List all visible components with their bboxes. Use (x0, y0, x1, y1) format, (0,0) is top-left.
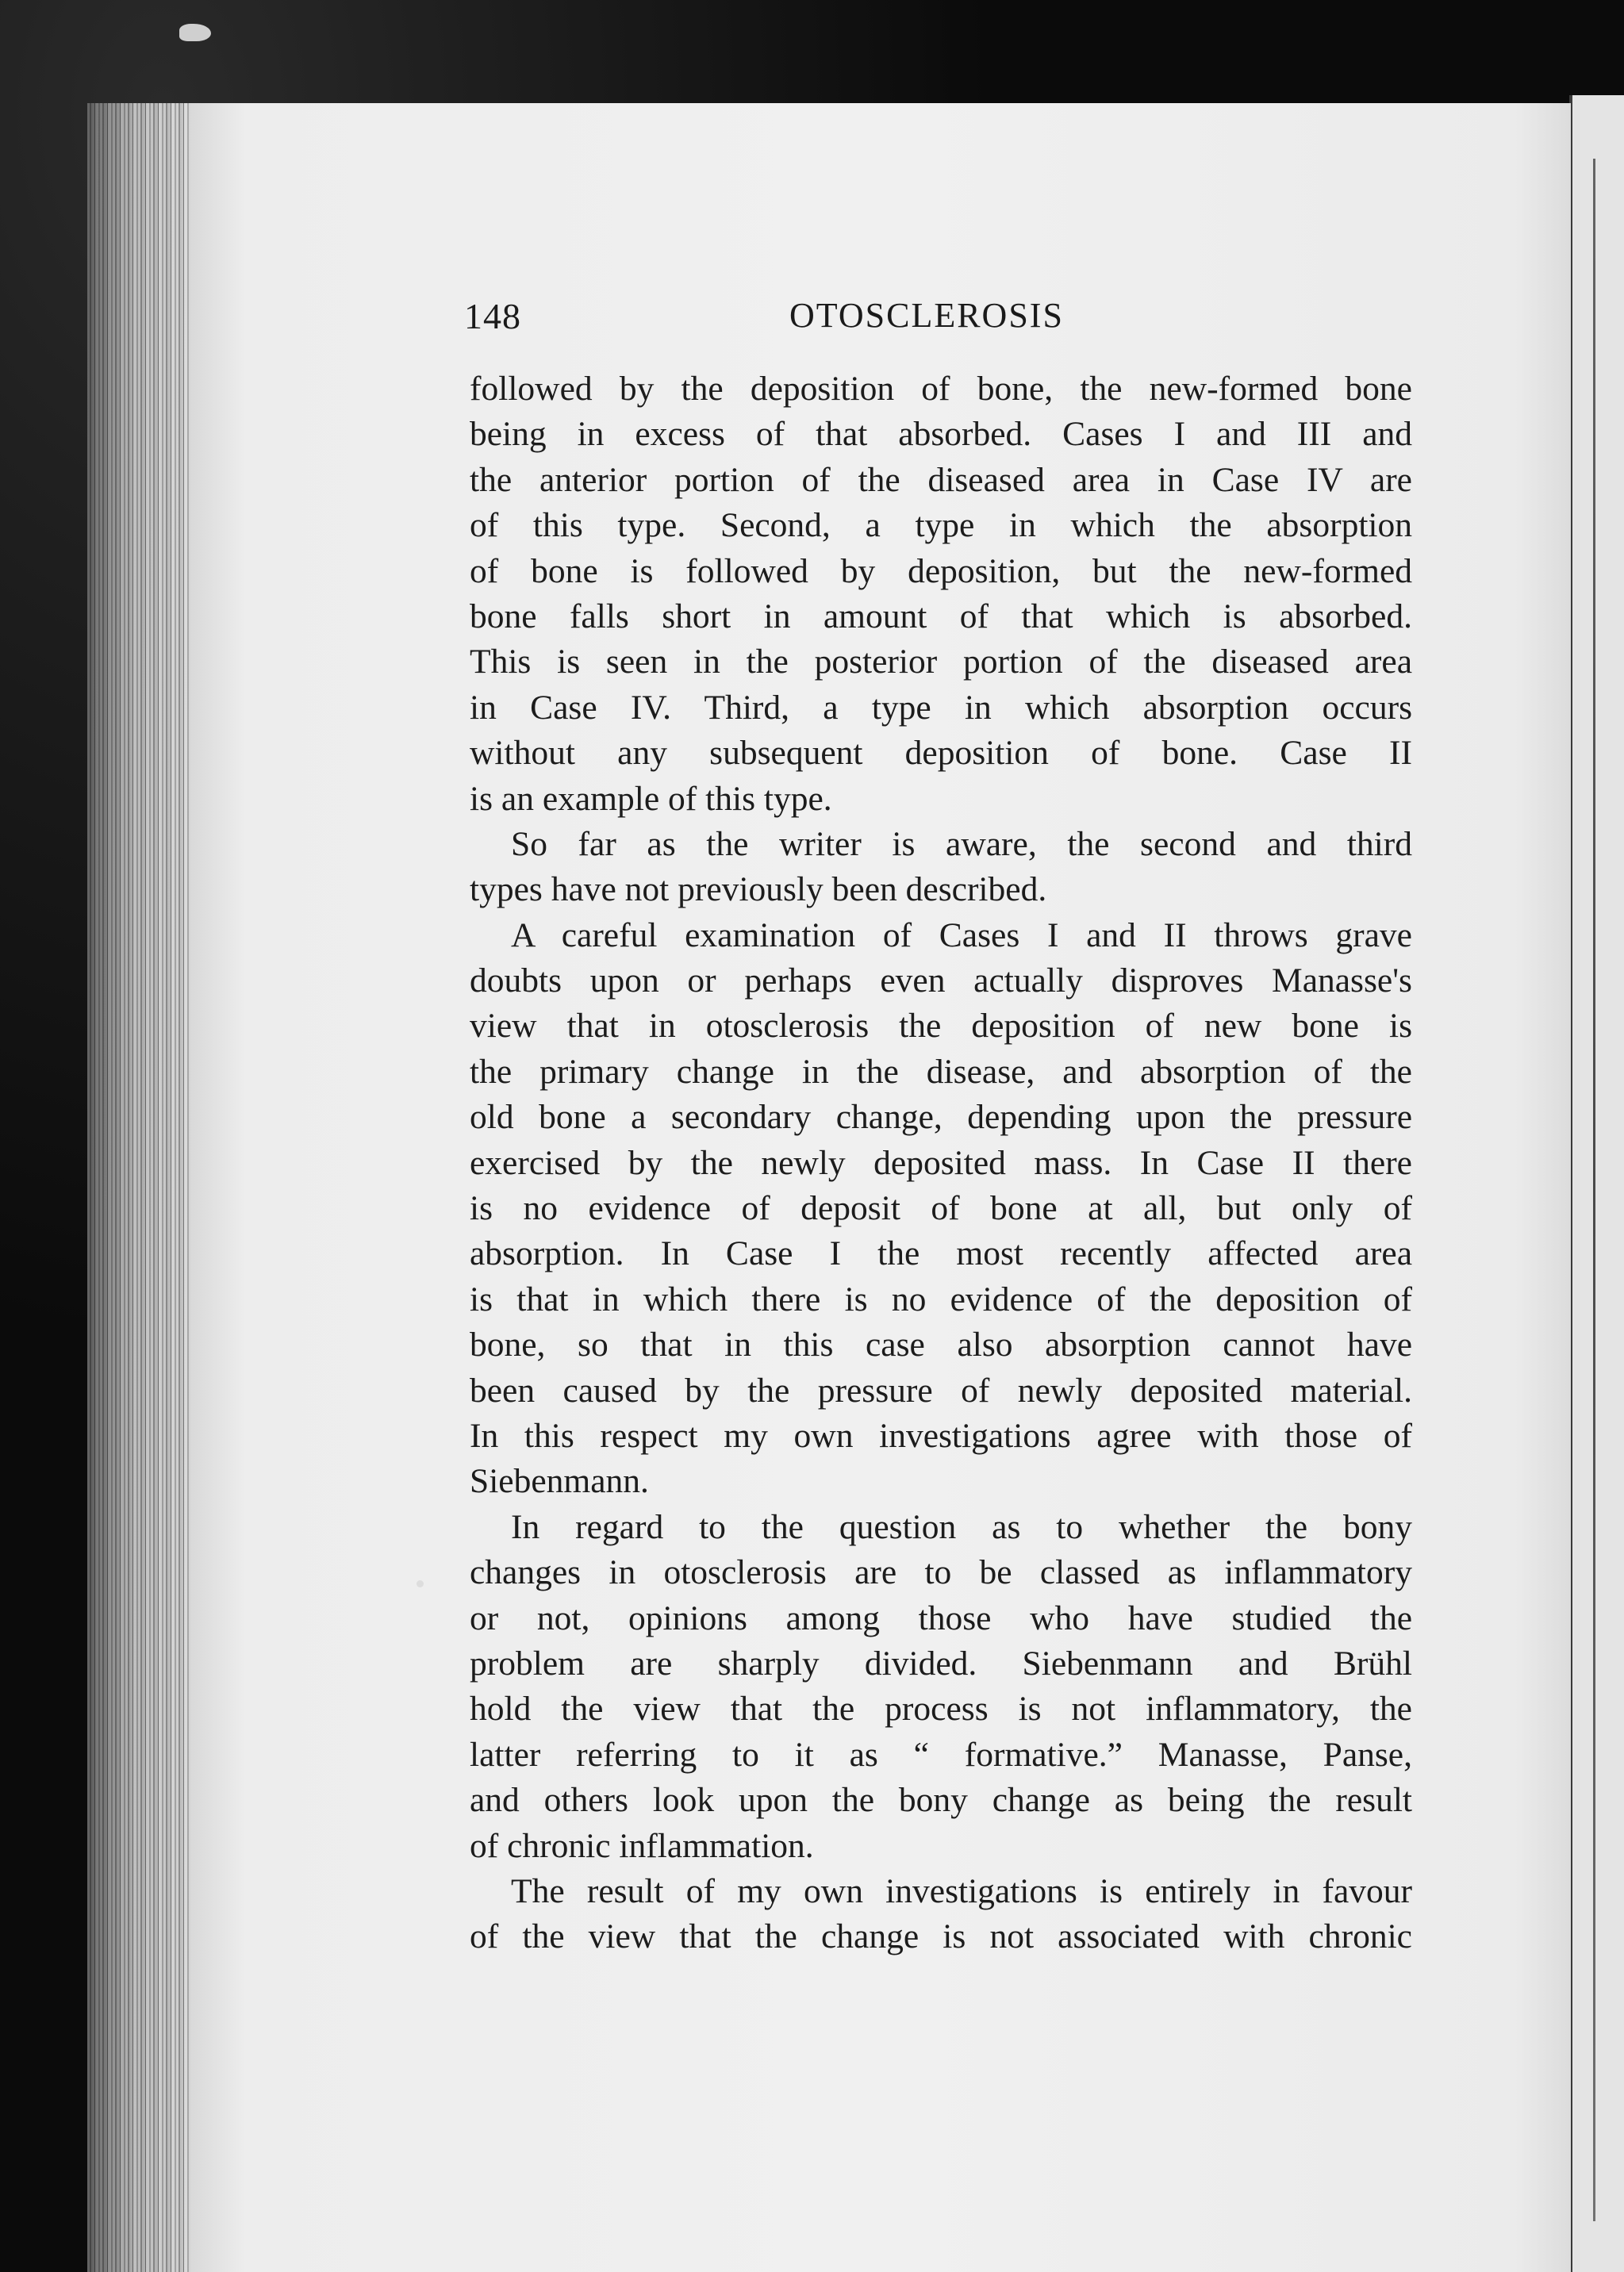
text-line: of chronic inflammation. (470, 1826, 814, 1865)
dust-speck (417, 1580, 424, 1587)
text-line: or not, opinions among those who have studied the (470, 1598, 1412, 1637)
book-page-edges-shadow (87, 103, 198, 2272)
text-line: of this type. Second, a type in which the absorption (470, 506, 1412, 545)
text-line: bone, so that in this case also absorption cannot have (470, 1326, 1412, 1364)
text-line: In this respect my own investigations agree with those of (470, 1416, 1412, 1455)
text-line: of the view that the change is not associated with chronic (470, 1917, 1412, 1956)
text-line: and others look upon the bony change as being the result (470, 1781, 1412, 1820)
text-line: changes in otosclerosis are to be classed as inflammatory (470, 1553, 1412, 1592)
text-line: old bone a secondary change, depending upon the pressure (470, 1098, 1412, 1137)
text-line: the primary change in the disease, and absorption of the (470, 1052, 1412, 1091)
body-text (470, 367, 1412, 1960)
text-line: latter referring to it as “ formative.” Manasse, Panse, (470, 1735, 1412, 1774)
text-line: So far as the writer is aware, the second and third (511, 824, 1412, 863)
text-line: doubts upon or perhaps even actually disproves Manasse's (470, 961, 1412, 1000)
text-line: in Case IV. Third, a type in which absorption occurs (470, 688, 1412, 727)
text-line: absorption. In Case I the most recently affected area (470, 1234, 1412, 1273)
text-line: been caused by the pressure of newly deposited material. (470, 1371, 1412, 1410)
text-line: is an example of this type. (470, 779, 832, 818)
text-line: view that in otosclerosis the deposition of new bone is (470, 1007, 1412, 1046)
paragraph (470, 367, 1412, 822)
text-line: types have not previously been described. (470, 870, 1047, 909)
text-line: is no evidence of deposit of bone at all, but only of (470, 1189, 1412, 1228)
facing-page-gutter (1593, 159, 1595, 2221)
text-line: The result of my own investigations is entirely in favour (511, 1871, 1412, 1910)
text-line: This is seen in the posterior portion of the diseased area (470, 643, 1412, 681)
paragraph (470, 1505, 1412, 1869)
text-line: bone falls short in amount of that which is absorbed. (470, 597, 1412, 635)
dust-speck (179, 24, 211, 41)
text-line: is that in which there is no evidence of the deposition of (470, 1280, 1412, 1318)
text-line: without any subsequent deposition of bone. Case II (470, 734, 1412, 773)
text-line: problem are sharply divided. Siebenmann and Brühl (470, 1644, 1412, 1683)
paragraph (470, 913, 1412, 1505)
page-number: 148 (464, 296, 521, 336)
facing-page-edge (1569, 95, 1624, 2272)
text-line: being in excess of that absorbed. Cases I and III and (470, 415, 1412, 454)
paragraph (470, 822, 1412, 913)
text-line: exercised by the newly deposited mass. In Case II there (470, 1143, 1412, 1182)
text-line: In regard to the question as to whether the bony (511, 1507, 1412, 1546)
paragraph (470, 1869, 1412, 1960)
text-line: A careful examination of Cases I and II throws grave (511, 915, 1412, 954)
text-line: the anterior portion of the diseased area in Case IV are (470, 460, 1412, 499)
text-line: of bone is followed by deposition, but the new-formed (470, 551, 1412, 590)
text-line: Siebenmann. (470, 1462, 649, 1501)
running-header (464, 295, 1416, 351)
text-line: followed by the deposition of bone, the new-formed bone (470, 370, 1412, 408)
running-title: OTOSCLEROSIS (789, 296, 1064, 335)
text-line: hold the view that the process is not inflammatory, the (470, 1690, 1412, 1729)
